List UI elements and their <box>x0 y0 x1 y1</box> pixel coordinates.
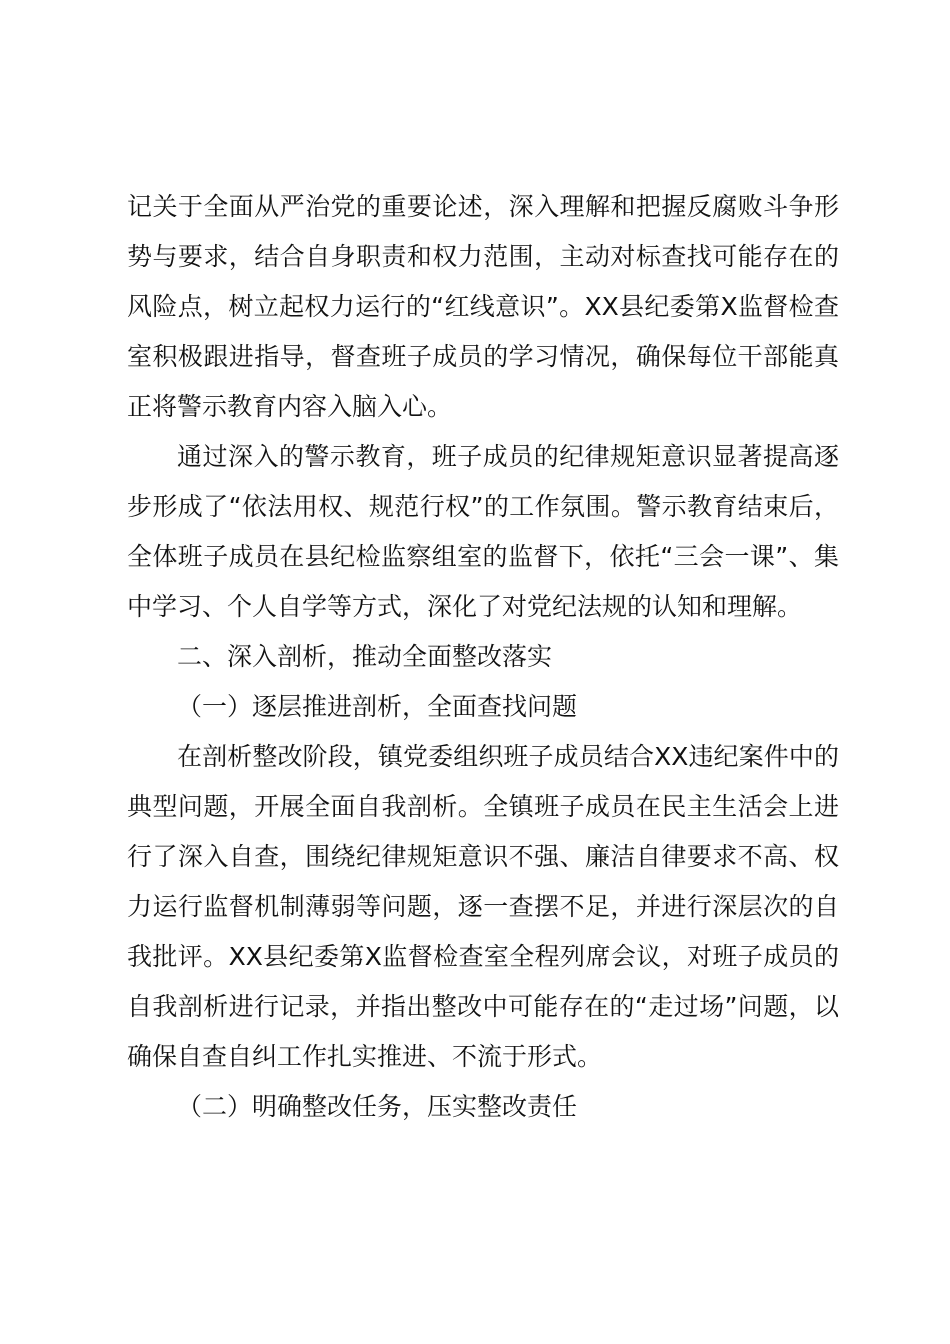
document-body <box>127 182 839 1132</box>
subsection-heading-1: （一）逐层推进剖析，全面查找问题 <box>177 692 578 721</box>
section-heading: 二、深入剖析，推动全面整改落实 <box>177 642 553 671</box>
paragraph-continuation: 记关于全面从严治党的重要论述，深入理解和把握反腐败斗争形势与要求，结合自身职责和权力范围，主动对标查找可能存在的风险点，树立起权力运行的“红线意识”。XX县纪委第X监督检查室积极跟进指导，督查班子成员的学习情况，确保每位干部能真正将警示教育内容入脑入心。 <box>127 192 839 421</box>
subsection-heading-2: （二）明确整改任务，压实整改责任 <box>177 1092 578 1121</box>
paragraph-self-analysis: 在剖析整改阶段，镇党委组织班子成员结合XX违纪案件中的典型问题，开展全面自我剖析。全镇班子成员在民主生活会上进行了深入自查，围绕纪律规矩意识不强、廉洁自律要求不高、权力运行监督机制薄弱等问题，逐一查摆不足，并进行深层次的自我批评。XX县纪委第X监督检查室全程列席会议，对班子成员的自我剖析进行记录，并指出整改中可能存在的“走过场”问题，以确保自查自纠工作扎实推进、不流于形式。 <box>127 742 839 1071</box>
paragraph-warning-education: 通过深入的警示教育，班子成员的纪律规矩意识显著提高逐步形成了“依法用权、规范行权”的工作氛围。警示教育结束后，全体班子成员在县纪检监察组室的监督下，依托“三会一课”、集中学习、个人自学等方式，深化了对党纪法规的认知和理解。 <box>127 442 839 621</box>
